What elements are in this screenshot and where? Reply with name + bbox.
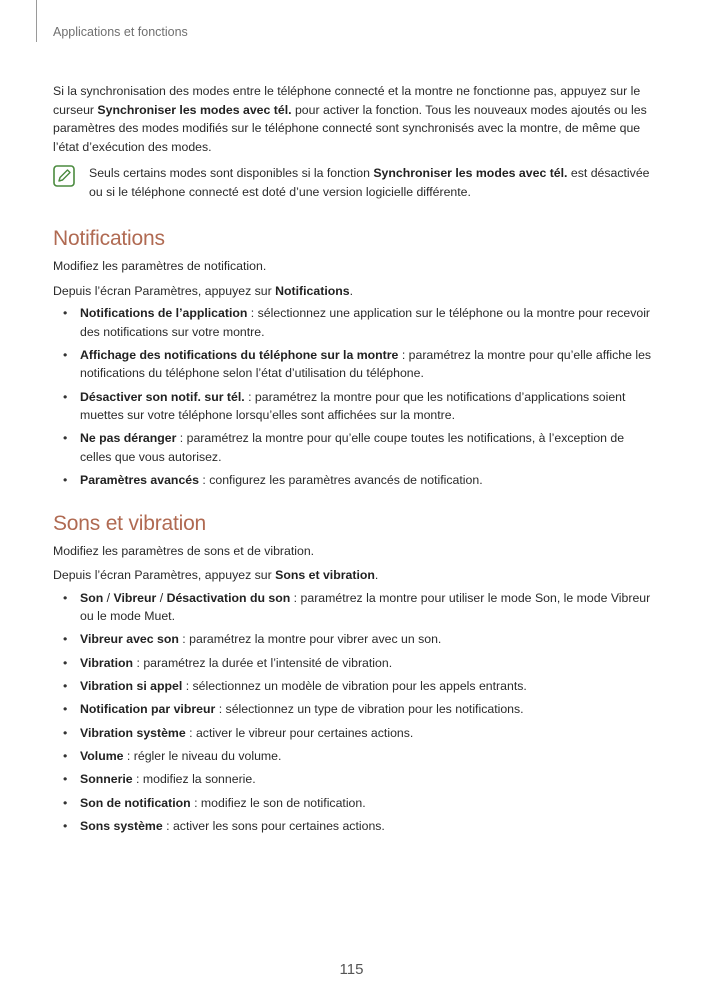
sons-heading: Sons et vibration [53, 511, 207, 535]
running-header: Applications et fonctions [53, 25, 188, 39]
notifications-description: Modifiez les paramètres de notification. [53, 259, 267, 273]
list-item: • Notifications de l’application : sélectionnez une application sur le téléphone ou la montre pour recevoir des notifications sur votre montre. [53, 304, 653, 341]
list-item: • Vibration : paramétrez la durée et l’intensité de vibration. [53, 654, 653, 673]
note-bold-setting: Synchroniser les modes avec tél. [373, 166, 568, 180]
header-rule [36, 0, 37, 42]
notifications-path: Depuis l’écran Paramètres, appuyez sur Notifications. [53, 283, 354, 298]
intro-bold-setting: Synchroniser les modes avec tél. [97, 102, 292, 117]
sons-description: Modifiez les paramètres de sons et de vibration. [53, 543, 315, 558]
list-item: • Notification par vibreur : sélectionnez un type de vibration pour les notifications. [53, 700, 653, 719]
list-item: • Désactiver son notif. sur tél. : paramétrez la montre pour que les notifications d’applications soient muettes sur votre téléphone lorsqu’elles sont affichées sur la montre. [53, 388, 653, 425]
note-text: Seuls certains modes sont disponibles si la fonction Synchroniser les modes avec tél. est désactivée ou si le téléphone connecté est doté d’une version logicielle différente. [89, 166, 650, 199]
sons-list [53, 589, 653, 836]
notifications-list [53, 304, 653, 490]
list-item: • Ne pas déranger : paramétrez la montre pour qu’elle coupe toutes les notifications, à l’exception de celles que vous autorisez. [53, 429, 653, 466]
list-item: • Son de notification : modifiez le son de notification. [53, 794, 653, 813]
intro-paragraph: Si la synchronisation des modes entre le téléphone connecté et la montre ne fonctionne pas, appuyez sur le curseur Synchroniser les modes avec tél. pour activer la fonction. Tous les nouveaux modes ajoutés ou les paramètres des modes modifiés sur le téléphone connecté sont synchronisés avec la montre, de même que l’état d’exécution des modes. [53, 84, 647, 154]
list-item: • Sons système : activer les sons pour certaines actions. [53, 817, 653, 836]
list-item: • Volume : régler le niveau du volume. [53, 747, 653, 766]
note-box [53, 164, 653, 201]
list-item: • Vibreur avec son : paramétrez la montre pour vibrer avec un son. [53, 630, 653, 649]
sons-path: Depuis l’écran Paramètres, appuyez sur Sons et vibration. [53, 568, 379, 583]
list-item: • Sonnerie : modifiez la sonnerie. [53, 770, 653, 789]
notifications-heading: Notifications [53, 227, 165, 250]
page-number: 115 [339, 961, 364, 978]
list-item: • Paramètres avancés : configurez les paramètres avancés de notification. [53, 471, 653, 490]
list-item: • Affichage des notifications du téléphone sur la montre : paramétrez la montre pour qu’elle affiche les notifications du téléphone selon l’état d’utilisation du téléphone. [53, 346, 653, 383]
page-content [53, 82, 653, 840]
list-item: • Vibration système : activer le vibreur pour certaines actions. [53, 724, 653, 743]
note-icon [53, 165, 75, 187]
list-item: • Son / Vibreur / Désactivation du son : paramétrez la montre pour utiliser le mode Son, le mode Vibreur ou le mode Muet. [53, 589, 653, 626]
list-item: • Vibration si appel : sélectionnez un modèle de vibration pour les appels entrants. [53, 677, 653, 696]
